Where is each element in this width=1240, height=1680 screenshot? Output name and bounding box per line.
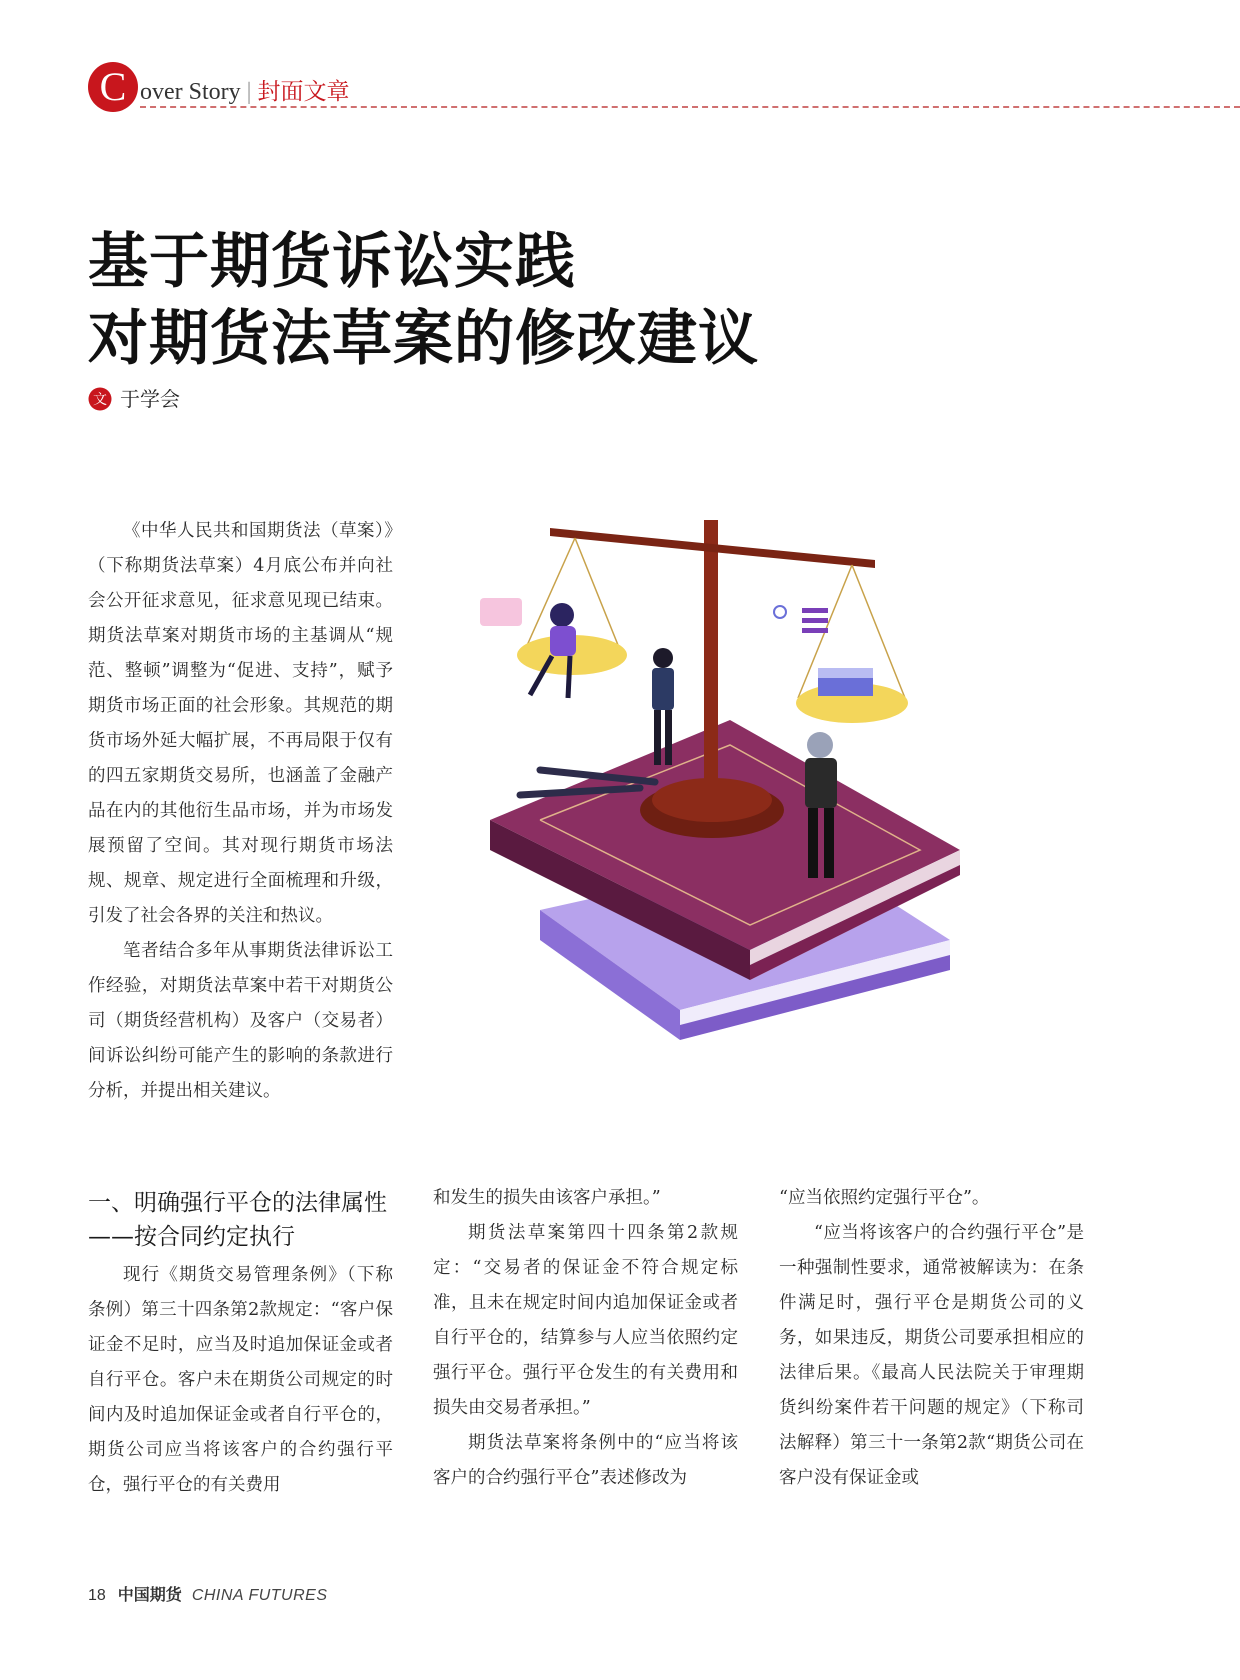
section-label <box>140 73 349 106</box>
article-title-line-1: 基于期货诉讼实践 <box>88 227 576 297</box>
intro-paragraph: 笔者结合多年从事期货法律诉讼工作经验，对期货法草案中若干对期货公司（期货经营机构）及客户（交易者）间诉讼纠纷可能产生的影响的条款进行分析，并提出相关建议。 <box>88 941 393 1101</box>
scales-of-justice-illustration <box>480 520 1040 1120</box>
section-label-cn: 封面文章 <box>257 79 350 105</box>
magazine-name-cn: 中国期货 <box>117 1585 182 1604</box>
body-paragraph: 和发生的损失由该客户承担。” <box>433 1188 661 1208</box>
body-paragraph: “应当依照约定强行平仓”。 <box>779 1188 990 1208</box>
cover-story-logo-icon: C <box>88 62 138 112</box>
header-dashed-rule <box>140 106 1240 108</box>
section-separator: | <box>246 79 252 105</box>
page-footer <box>88 1582 328 1605</box>
section-heading: 一、明确强行平仓的法律属性——按合同约定执行 <box>88 1190 387 1250</box>
article-title-line-2: 对期货法草案的修改建议 <box>88 304 759 374</box>
column-2 <box>433 1181 738 1496</box>
section-header <box>88 60 1240 110</box>
section-label-en: over Story <box>140 79 241 105</box>
column-1 <box>88 1186 393 1503</box>
body-paragraph: 现行《期货交易管理条例》（下称条例）第三十四条第2款规定：“客户保证金不足时，应当及时追加保证金或者自行平仓。客户未在期货公司规定的时间内及时追加保证金或者自行平仓的，期货公司应当将该客户的合约强行平仓，强行平仓的有关费用 <box>88 1265 393 1495</box>
column-3 <box>779 1181 1084 1496</box>
intro-paragraph: 《中华人民共和国期货法（草案）》（下称期货法草案）4月底公布并向社会公开征求意见，征求意见现已结束。期货法草案对期货市场的主基调从“规范、整顿”调整为“促进、支持”，赋予期货市场正面的社会形象。其规范的期货市场外延大幅扩展，不再局限于仅有的四五家期货交易所，也涵盖了金融产品在内的其他衍生品市场，并为市场发展预留了空间。其对现行期货市场法规、规章、规定进行全面梳理和升级，引发了社会各界的关注和热议。 <box>88 521 393 926</box>
body-paragraph: “应当将该客户的合约强行平仓”是一种强制性要求，通常被解读为：在条件满足时，强行平仓是期货公司的义务，如果违反，期货公司要承担相应的法律后果。《最高人民法院关于审理期货纠纷案件若干问题的规定》（下称司法解释）第三十一条第2款“期货公司在客户没有保证金或 <box>779 1223 1084 1488</box>
body-paragraph: 期货法草案将条例中的“应当将该客户的合约强行平仓”表述修改为 <box>433 1433 738 1488</box>
svg-text:文: 文 <box>93 392 107 408</box>
author-name: 于学会 <box>120 387 180 411</box>
magazine-name-en: CHINA FUTURES <box>191 1587 328 1604</box>
intro-text <box>88 514 393 1109</box>
author-badge-icon <box>88 387 112 411</box>
page-number: 18 <box>88 1587 106 1604</box>
body-paragraph: 期货法草案第四十四条第2款规定：“交易者的保证金不符合规定标准，且未在规定时间内追加保证金或者自行平仓的，结算参与人应当依照约定强行平仓。强行平仓发生的有关费用和损失由交易者承担。” <box>433 1223 738 1418</box>
